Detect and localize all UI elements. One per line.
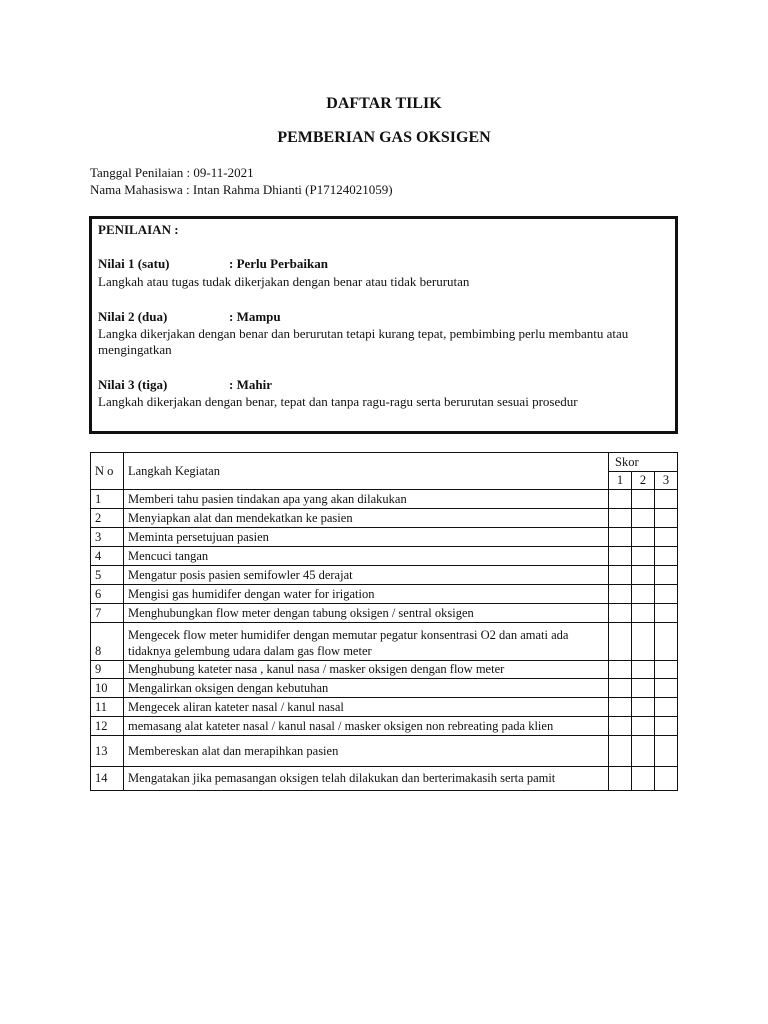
- score-cell-1[interactable]: [609, 509, 632, 528]
- score-cell-2[interactable]: [632, 585, 655, 604]
- row-step: Menghubungkan flow meter dengan tabung oksigen / sentral oksigen: [124, 604, 609, 623]
- row-no: 7: [91, 604, 124, 623]
- row-no: 1: [91, 490, 124, 509]
- table-header-row: [91, 453, 678, 472]
- score-cell-1[interactable]: [609, 698, 632, 717]
- level-3-label: : Mahir: [229, 377, 272, 392]
- row-no: 4: [91, 547, 124, 566]
- table-row: [91, 585, 678, 604]
- score-cell-3[interactable]: [655, 490, 678, 509]
- score-cell-3[interactable]: [655, 717, 678, 736]
- table-row: [91, 623, 678, 661]
- table-row: [91, 528, 678, 547]
- row-no: 6: [91, 585, 124, 604]
- row-no: 14: [91, 767, 124, 791]
- score-cell-1[interactable]: [609, 566, 632, 585]
- row-step: Mengisi gas humidifer dengan water for irigation: [124, 585, 609, 604]
- score-cell-2[interactable]: [632, 679, 655, 698]
- level-2-description: Langka dikerjakan dengan benar dan berurutan tetapi kurang tepat, pembimbing perlu membantu atau mengingatkan: [98, 326, 629, 357]
- row-no: 2: [91, 509, 124, 528]
- row-no: 5: [91, 566, 124, 585]
- score-cell-3[interactable]: [655, 698, 678, 717]
- table-row: [91, 698, 678, 717]
- row-no: 11: [91, 698, 124, 717]
- score-cell-2[interactable]: [632, 566, 655, 585]
- header-step: Langkah Kegiatan: [124, 453, 609, 490]
- table-row: [91, 547, 678, 566]
- score-cell-2[interactable]: [632, 623, 655, 661]
- score-cell-3[interactable]: [655, 566, 678, 585]
- row-step: Mengatakan jika pemasangan oksigen telah dilakukan dan berterimakasih serta pamit: [124, 767, 609, 791]
- header-score: Skor: [609, 453, 678, 472]
- row-step: Menghubung kateter nasa , kanul nasa / masker oksigen dengan flow meter: [124, 661, 609, 679]
- score-cell-2[interactable]: [632, 717, 655, 736]
- score-cell-1[interactable]: [609, 528, 632, 547]
- score-cell-1[interactable]: [609, 767, 632, 791]
- assessment-criteria-box: [89, 216, 678, 434]
- score-cell-1[interactable]: [609, 679, 632, 698]
- score-col-1: 1: [609, 472, 632, 490]
- score-cell-3[interactable]: [655, 679, 678, 698]
- level-2-label: : Mampu: [229, 309, 281, 324]
- score-cell-1[interactable]: [609, 661, 632, 679]
- row-step: Membereskan alat dan merapihkan pasien: [124, 736, 609, 767]
- table-row: [91, 736, 678, 767]
- score-cell-2[interactable]: [632, 509, 655, 528]
- row-step: Memberi tahu pasien tindakan apa yang akan dilakukan: [124, 490, 609, 509]
- table-row: [91, 679, 678, 698]
- score-cell-2[interactable]: [632, 698, 655, 717]
- score-cell-3[interactable]: [655, 736, 678, 767]
- score-cell-2[interactable]: [632, 547, 655, 566]
- row-step: memasang alat kateter nasal / kanul nasal / masker oksigen non rebreating pada klien: [124, 717, 609, 736]
- score-cell-2[interactable]: [632, 767, 655, 791]
- score-cell-2[interactable]: [632, 604, 655, 623]
- table-row: [91, 509, 678, 528]
- score-cell-1[interactable]: [609, 623, 632, 661]
- score-cell-1[interactable]: [609, 547, 632, 566]
- score-cell-3[interactable]: [655, 661, 678, 679]
- level-1-description: Langkah atau tugas tudak dikerjakan dengan benar atau tidak berurutan: [98, 274, 470, 289]
- assessment-date: Tanggal Penilaian : 09-11-2021: [90, 165, 254, 180]
- score-cell-3[interactable]: [655, 623, 678, 661]
- score-cell-1[interactable]: [609, 717, 632, 736]
- score-cell-3[interactable]: [655, 604, 678, 623]
- score-cell-3[interactable]: [655, 547, 678, 566]
- score-cell-1[interactable]: [609, 604, 632, 623]
- score-cell-1[interactable]: [609, 585, 632, 604]
- checklist-table: [90, 452, 678, 791]
- assessment-heading: PENILAIAN :: [98, 222, 179, 237]
- row-step: Menyiapkan alat dan mendekatkan ke pasien: [124, 509, 609, 528]
- row-step: Mengatur posis pasien semifowler 45 derajat: [124, 566, 609, 585]
- document-subtitle: PEMBERIAN GAS OKSIGEN: [277, 129, 491, 146]
- row-step: Mengecek flow meter humidifer dengan memutar pegatur konsentrasi O2 dan amati ada tidaknya gelembung udara dalam gas flow meter: [124, 623, 609, 661]
- score-cell-3[interactable]: [655, 767, 678, 791]
- row-step: Mencuci tangan: [124, 547, 609, 566]
- row-no: 13: [91, 736, 124, 767]
- row-no: 8: [91, 623, 124, 661]
- score-cell-1[interactable]: [609, 736, 632, 767]
- score-cell-3[interactable]: [655, 509, 678, 528]
- score-cell-3[interactable]: [655, 585, 678, 604]
- table-row: [91, 661, 678, 679]
- score-cell-1[interactable]: [609, 490, 632, 509]
- score-cell-3[interactable]: [655, 528, 678, 547]
- row-no: 10: [91, 679, 124, 698]
- row-step: Mengalirkan oksigen dengan kebutuhan: [124, 679, 609, 698]
- score-col-3: 3: [655, 472, 678, 490]
- row-no: 12: [91, 717, 124, 736]
- level-3-name: Nilai 3 (tiga): [98, 377, 168, 392]
- header-no: N o: [91, 453, 124, 490]
- row-no: 9: [91, 661, 124, 679]
- score-cell-2[interactable]: [632, 528, 655, 547]
- score-col-2: 2: [632, 472, 655, 490]
- row-step: Mengecek aliran kateter nasal / kanul nasal: [124, 698, 609, 717]
- document-title: DAFTAR TILIK: [326, 95, 442, 112]
- row-step: Meminta persetujuan pasien: [124, 528, 609, 547]
- score-cell-2[interactable]: [632, 661, 655, 679]
- score-cell-2[interactable]: [632, 490, 655, 509]
- table-row: [91, 604, 678, 623]
- score-cell-2[interactable]: [632, 736, 655, 767]
- level-1-label: : Perlu Perbaikan: [229, 256, 328, 271]
- student-name: Nama Mahasiswa : Intan Rahma Dhianti (P17124021059): [90, 182, 393, 197]
- level-2-name: Nilai 2 (dua): [98, 309, 168, 324]
- table-row: [91, 767, 678, 791]
- table-row: [91, 566, 678, 585]
- level-1-name: Nilai 1 (satu): [98, 256, 170, 271]
- table-row: [91, 717, 678, 736]
- row-no: 3: [91, 528, 124, 547]
- level-3-description: Langkah dikerjakan dengan benar, tepat dan tanpa ragu-ragu serta berurutan sesuai prosedur: [98, 394, 578, 409]
- table-row: [91, 490, 678, 509]
